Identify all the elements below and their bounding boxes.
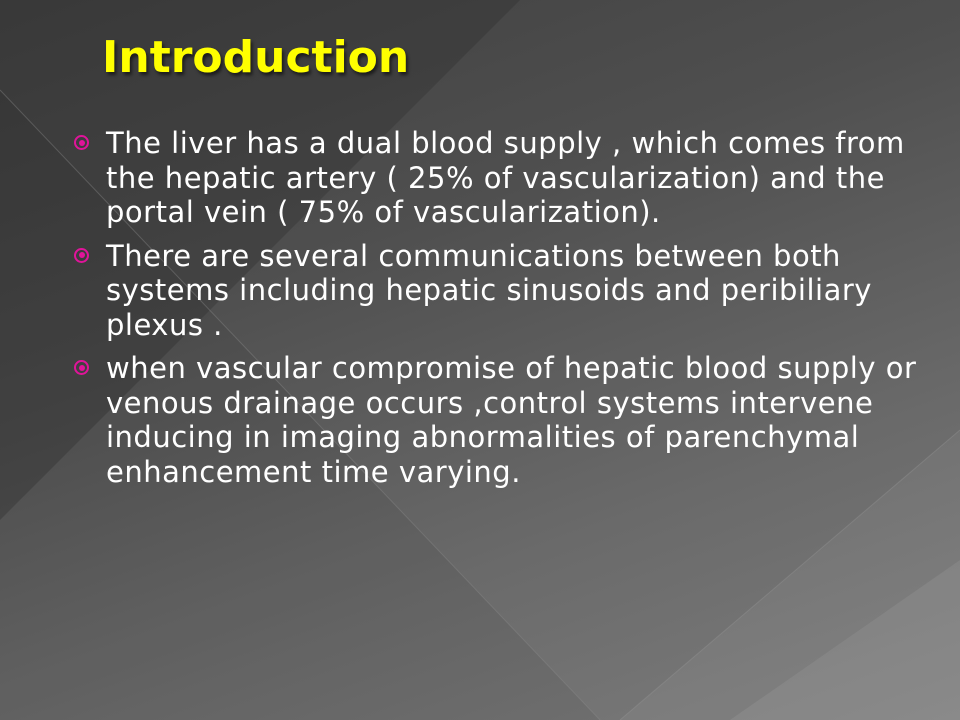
bullet-text: There are several communications between both systems including hepatic sinusoids and peribiliary plexus . — [106, 238, 872, 342]
target-bullet-icon — [74, 248, 89, 263]
bullet-text: when vascular compromise of hepatic blood supply or venous drainage occurs ,control systems intervene inducing in imaging abnormalities of parenchymal enhancement time varying. — [106, 351, 917, 489]
slide-title: Introduction — [102, 32, 410, 83]
bullet-item-communications — [72, 239, 952, 343]
target-bullet-icon — [74, 360, 89, 375]
bullet-item-vascular-compromise — [72, 351, 952, 489]
bullet-text: The liver has a dual blood supply , which comes from the hepatic artery ( 25% of vascularization) and the portal vein ( 75% of vascularization). — [106, 126, 905, 229]
target-bullet-icon — [74, 135, 89, 150]
bullet-list — [72, 126, 952, 498]
bullet-item-dual-blood-supply — [72, 126, 952, 230]
